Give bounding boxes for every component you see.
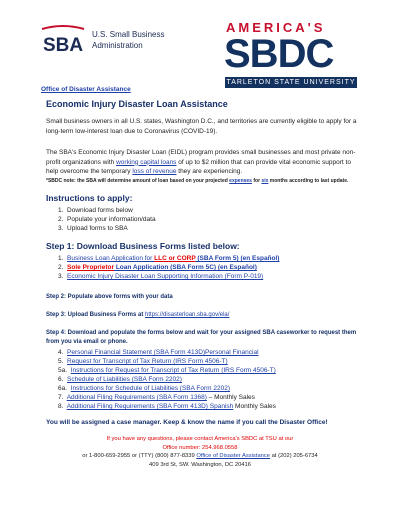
contact-line-3: or 1-800-659-2955 or (TTY) (800) 877-8339 Office of Disaster Assistance at (202) 205-6734 <box>82 453 318 459</box>
supporting-information-link[interactable]: Economic Injury Disaster Loan Supporting Information (Form P-019) <box>67 273 264 280</box>
contact-disaster-office-link[interactable]: Office of Disaster Assistance <box>196 453 271 459</box>
disaster-loan-portal-link[interactable]: https://disasterloan.sba.gov/ela/ <box>145 312 230 318</box>
case-manager-notice: You will be assigned a case manager. Keep & know the name if you call the Disaster Office! <box>46 419 328 426</box>
working-capital-link[interactable]: working capital loans <box>116 158 177 166</box>
list-item: 3. Upload forms to SBA <box>58 225 128 232</box>
step1-list <box>58 254 279 281</box>
tsu-banner: TARLETON STATE UNIVERSITY <box>226 79 356 86</box>
office-of-disaster-assistance-link[interactable]: Office of Disaster Assistance <box>41 86 131 93</box>
list-item: 7. Additional Filing Requirements (SBA Form 1368) – Monthly Sales <box>58 394 255 401</box>
list-item: 8. Additional Filing Requirements (SBA Form 413D) Spanish Monthly Sales <box>58 403 276 410</box>
step2-text: Step 2: Populate above forms with your data <box>46 294 173 300</box>
transcript-request-link[interactable]: Request for Transcript of Tax Return (IRS Form 4506-T) <box>67 358 228 365</box>
list-item: 3. Economic Injury Disaster Loan Supporting Information (Form P-019) <box>58 273 264 280</box>
list-item: 5a. Instructions for Request for Transcript of Tax Return (IRS Form 4506-T) <box>58 367 276 374</box>
contact-line-1: If you have any questions, please contact America's SBDC at TSU at our <box>106 436 294 442</box>
page-title: Economic Injury Disaster Loan Assistance <box>46 99 228 109</box>
sole-proprietor-application-link[interactable]: Sole Proprietor Loan Application (SBA Form 5C) (en Español) <box>67 264 257 271</box>
business-loan-application-link[interactable]: Business Loan Application for LLC or CORP (SBA Form 5) (en Español) <box>67 255 280 262</box>
liabilities-instructions-link[interactable]: Instructions for Schedule of Liabilities (SBA Form 2202) <box>70 385 230 392</box>
step1-heading: Step 1: Download Business Forms listed below: <box>46 241 240 251</box>
step4-heading: Step 4: Download and populate the forms below and wait for your assigned SBA caseworker to request them from you via email or phone. <box>46 330 357 345</box>
list-item: 4. Personal Financial Statement (SBA Form 413D)Personal Financial <box>58 349 259 356</box>
instructions-list <box>58 206 156 233</box>
sba-name-line1: U.S. Small Business <box>92 30 165 39</box>
list-item: 5. Request for Transcript of Tax Return (IRS Form 4506-T) <box>58 358 228 365</box>
instructions-heading: Instructions to apply: <box>46 193 133 203</box>
sbdc-note: *SBDC note: the SBA will determine amount of loan based on your projected expenses for six months according to last update. <box>46 178 349 184</box>
contact-block <box>0 435 400 469</box>
list-item: 6. Schedule of Liabilities (SBA Form 2202) <box>58 376 182 383</box>
transcript-instructions-link[interactable]: Instructions for Request for Transcript of Tax Return (IRS Form 4506-T) <box>70 367 276 374</box>
filing-requirements-spanish-link[interactable]: Additional Filing Requirements (SBA Form 413D) Spanish <box>66 403 234 410</box>
sba-logo <box>40 25 86 59</box>
personal-financial-statement-link[interactable]: Personal Financial Statement (SBA Form 413D)Personal Financial <box>67 349 259 356</box>
list-item: 2. Populate your information/data <box>58 216 156 223</box>
sbdc-logo-text: SBDC <box>224 32 334 76</box>
contact-line-4: 409 3rd St, SW. Washington, DC 20416 <box>149 461 251 468</box>
step4-list <box>58 348 276 411</box>
list-item: 6a. Instructions for Schedule of Liabilities (SBA Form 2202) <box>58 385 230 392</box>
schedule-of-liabilities-link[interactable]: Schedule of Liabilities (SBA Form 2202) <box>67 376 182 383</box>
sba-logo-text: SBA <box>42 35 84 56</box>
sba-name-line2: Administration <box>92 41 143 50</box>
loss-of-revenue-link[interactable]: loss of revenue <box>132 168 177 175</box>
sba-name <box>92 29 164 51</box>
list-item: 2. Sole Proprietor Loan Application (SBA Form 5C) (en Español) <box>58 264 257 271</box>
six-link[interactable]: six <box>261 178 269 184</box>
step3-text: Step 3: Upload Business Forms at https://disasterloan.sba.gov/ela/ <box>46 312 230 318</box>
list-item: 1. Business Loan Application for LLC or CORP (SBA Form 5) (en Español) <box>58 255 280 262</box>
americas-text: AMERICA'S <box>226 20 326 35</box>
filing-requirements-link[interactable]: Additional Filing Requirements (SBA Form 1368) <box>66 394 207 401</box>
list-item: 1. Download forms below <box>58 207 133 214</box>
contact-line-2: Office number: 254.968.0558 <box>162 444 238 451</box>
expenses-link[interactable]: expenses <box>229 178 252 184</box>
intro-paragraph-1: Small business owners in all U.S. states, Washington D.C., and territories are currently eligible to apply for a long-term low-interest loan due to Coronavirus (COVID-19). <box>46 118 357 135</box>
intro-paragraph-2: The SBA's Economic Injury Disaster Loan (EIDL) program provides small businesses and most private non-profit organizations with working capital loans of up to $2 million that can provide vital economic support to help overcome the temporary loss of revenue they are experiencing. <box>46 149 356 175</box>
